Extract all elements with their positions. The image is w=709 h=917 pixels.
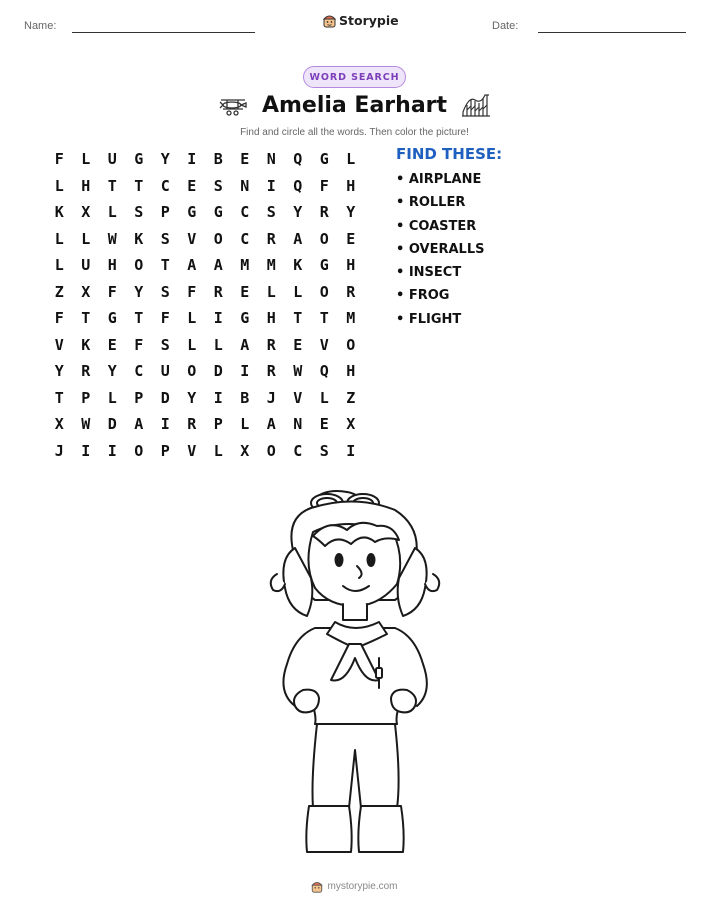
grid-letter[interactable]: W: [293, 362, 303, 381]
grid-letter[interactable]: I: [240, 362, 250, 381]
grid-letter[interactable]: N: [240, 176, 250, 195]
grid-letter[interactable]: X: [54, 415, 64, 434]
grid-letter[interactable]: S: [319, 441, 329, 460]
grid-letter[interactable]: Q: [293, 176, 303, 195]
grid-letter[interactable]: D: [107, 415, 117, 434]
grid-letter[interactable]: E: [319, 415, 329, 434]
find-these-heading: FIND THESE:: [396, 145, 503, 163]
grid-letter[interactable]: V: [293, 388, 303, 407]
grid-letter[interactable]: I: [346, 441, 356, 460]
grid-letter[interactable]: P: [134, 388, 144, 407]
grid-row: [46, 411, 364, 438]
grid-letter[interactable]: S: [160, 229, 170, 248]
grid-letter[interactable]: W: [81, 415, 91, 434]
grid-letter[interactable]: O: [134, 256, 144, 275]
grid-letter[interactable]: E: [187, 176, 197, 195]
grid-letter[interactable]: O: [319, 282, 329, 301]
grid-letter[interactable]: G: [319, 150, 329, 169]
grid-letter[interactable]: U: [107, 150, 117, 169]
grid-letter[interactable]: M: [266, 256, 276, 275]
grid-letter[interactable]: R: [213, 282, 223, 301]
grid-letter[interactable]: X: [240, 441, 250, 460]
grid-row: [46, 146, 364, 173]
grid-letter[interactable]: C: [293, 441, 303, 460]
grid-letter[interactable]: H: [107, 256, 117, 275]
grid-row: [46, 305, 364, 332]
grid-letter[interactable]: Y: [346, 203, 356, 222]
grid-letter[interactable]: K: [81, 335, 91, 354]
grid-letter[interactable]: R: [346, 282, 356, 301]
grid-letter[interactable]: A: [266, 415, 276, 434]
grid-letter[interactable]: L: [81, 229, 91, 248]
grid-letter[interactable]: K: [54, 203, 64, 222]
grid-letter[interactable]: L: [81, 150, 91, 169]
grid-letter[interactable]: O: [319, 229, 329, 248]
grid-letter[interactable]: S: [134, 203, 144, 222]
grid-letter[interactable]: I: [107, 441, 117, 460]
grid-letter[interactable]: R: [187, 415, 197, 434]
grid-letter[interactable]: O: [134, 441, 144, 460]
grid-letter[interactable]: T: [319, 309, 329, 328]
grid-letter[interactable]: L: [107, 203, 117, 222]
grid-letter[interactable]: P: [81, 388, 91, 407]
grid-letter[interactable]: X: [346, 415, 356, 434]
grid-letter[interactable]: X: [81, 203, 91, 222]
grid-letter[interactable]: S: [213, 176, 223, 195]
grid-letter[interactable]: F: [319, 176, 329, 195]
grid-letter[interactable]: L: [54, 176, 64, 195]
word-list-item: • OVERALLS: [396, 241, 485, 257]
grid-letter[interactable]: P: [213, 415, 223, 434]
grid-letter[interactable]: T: [293, 309, 303, 328]
brand-name: Storypie: [339, 13, 399, 28]
grid-letter[interactable]: H: [346, 362, 356, 381]
grid-row: [46, 385, 364, 412]
word-list: [396, 172, 484, 335]
grid-letter[interactable]: L: [54, 229, 64, 248]
instructions: Find and circle all the words. Then color the picture!: [240, 127, 469, 138]
amelia-earhart-coloring-illustration: [255, 488, 455, 856]
date-label: Date:: [492, 20, 519, 32]
grid-letter[interactable]: N: [266, 150, 276, 169]
word-list-item: • AIRPLANE: [396, 172, 482, 187]
grid-letter[interactable]: Q: [319, 362, 329, 381]
grid-letter[interactable]: B: [213, 150, 223, 169]
grid-letter[interactable]: U: [160, 362, 170, 381]
footer-url[interactable]: mystorypie.com: [327, 881, 398, 892]
grid-row: [46, 358, 364, 385]
grid-letter[interactable]: X: [81, 282, 91, 301]
grid-letter[interactable]: O: [187, 362, 197, 381]
grid-letter[interactable]: S: [266, 203, 276, 222]
grid-letter[interactable]: T: [107, 176, 117, 195]
grid-letter[interactable]: V: [319, 335, 329, 354]
grid-letter[interactable]: Y: [107, 362, 117, 381]
grid-letter[interactable]: T: [160, 256, 170, 275]
grid-letter[interactable]: F: [134, 335, 144, 354]
grid-letter[interactable]: F: [54, 150, 64, 169]
grid-letter[interactable]: D: [160, 388, 170, 407]
grid-letter[interactable]: G: [213, 203, 223, 222]
grid-letter[interactable]: V: [187, 229, 197, 248]
grid-letter[interactable]: H: [81, 176, 91, 195]
word-list-item: • INSECT: [396, 265, 462, 281]
grid-letter[interactable]: R: [319, 203, 329, 222]
letter-grid: [46, 146, 364, 464]
grid-letter[interactable]: G: [240, 309, 250, 328]
grid-row: [46, 279, 364, 306]
grid-letter[interactable]: A: [187, 256, 197, 275]
footer: [0, 880, 709, 893]
grid-letter[interactable]: L: [187, 335, 197, 354]
grid-letter[interactable]: A: [240, 335, 250, 354]
grid-letter[interactable]: C: [240, 203, 250, 222]
grid-letter[interactable]: D: [213, 362, 223, 381]
grid-letter[interactable]: E: [346, 229, 356, 248]
grid-letter[interactable]: E: [293, 335, 303, 354]
grid-letter[interactable]: G: [134, 150, 144, 169]
grid-letter[interactable]: I: [187, 150, 197, 169]
grid-letter[interactable]: C: [240, 229, 250, 248]
grid-letter[interactable]: L: [346, 150, 356, 169]
grid-letter[interactable]: K: [134, 229, 144, 248]
grid-letter[interactable]: A: [293, 229, 303, 248]
grid-letter[interactable]: J: [54, 441, 64, 460]
grid-letter[interactable]: F: [160, 309, 170, 328]
grid-letter[interactable]: E: [240, 282, 250, 301]
date-line[interactable]: [538, 32, 686, 33]
grid-letter[interactable]: Y: [160, 150, 170, 169]
grid-letter[interactable]: R: [266, 335, 276, 354]
name-label: Name:: [24, 20, 57, 32]
grid-letter[interactable]: T: [134, 309, 144, 328]
grid-letter[interactable]: G: [319, 256, 329, 275]
grid-letter[interactable]: S: [160, 335, 170, 354]
grid-letter[interactable]: I: [81, 441, 91, 460]
grid-letter[interactable]: G: [107, 309, 117, 328]
grid-letter[interactable]: O: [266, 441, 276, 460]
grid-letter[interactable]: L: [54, 256, 64, 275]
grid-letter[interactable]: J: [266, 388, 276, 407]
grid-letter[interactable]: I: [213, 309, 223, 328]
grid-letter[interactable]: C: [160, 176, 170, 195]
grid-letter[interactable]: L: [319, 388, 329, 407]
grid-letter[interactable]: O: [213, 229, 223, 248]
storypie-logo-icon: [311, 880, 323, 893]
grid-letter[interactable]: T: [54, 388, 64, 407]
storypie-logo: [323, 13, 399, 28]
grid-letter[interactable]: Q: [293, 150, 303, 169]
grid-row: [46, 252, 364, 279]
grid-letter[interactable]: K: [293, 256, 303, 275]
grid-letter[interactable]: R: [266, 362, 276, 381]
title-row: [0, 92, 709, 118]
word-search-badge: WORD SEARCH: [303, 66, 406, 88]
grid-letter[interactable]: E: [107, 335, 117, 354]
grid-row: [46, 332, 364, 359]
grid-letter[interactable]: N: [293, 415, 303, 434]
grid-letter[interactable]: S: [160, 282, 170, 301]
name-line[interactable]: [72, 32, 255, 33]
grid-letter[interactable]: V: [187, 441, 197, 460]
word-list-item: • FROG: [396, 288, 450, 304]
grid-letter[interactable]: L: [240, 415, 250, 434]
grid-letter[interactable]: I: [213, 388, 223, 407]
grid-letter[interactable]: P: [160, 203, 170, 222]
grid-letter[interactable]: F: [187, 282, 197, 301]
grid-letter[interactable]: G: [187, 203, 197, 222]
roller-coaster-icon: [461, 92, 491, 118]
grid-letter[interactable]: L: [187, 309, 197, 328]
grid-letter[interactable]: H: [346, 256, 356, 275]
grid-letter[interactable]: Y: [54, 362, 64, 381]
grid-letter[interactable]: F: [107, 282, 117, 301]
grid-letter[interactable]: L: [107, 388, 117, 407]
grid-row: [46, 226, 364, 253]
page-title: Amelia Earhart: [261, 92, 448, 118]
grid-letter[interactable]: H: [346, 176, 356, 195]
grid-letter[interactable]: Y: [187, 388, 197, 407]
word-list-item: • COASTER: [396, 218, 477, 234]
grid-letter[interactable]: C: [134, 362, 144, 381]
grid-letter[interactable]: L: [266, 282, 276, 301]
biplane-icon: [218, 92, 248, 118]
grid-letter[interactable]: B: [240, 388, 250, 407]
grid-letter[interactable]: T: [134, 176, 144, 195]
grid-letter[interactable]: M: [346, 309, 356, 328]
grid-row: [46, 173, 364, 200]
storypie-logo-icon: [323, 13, 336, 28]
grid-letter[interactable]: Y: [293, 203, 303, 222]
grid-letter[interactable]: I: [266, 176, 276, 195]
grid-letter[interactable]: L: [293, 282, 303, 301]
grid-letter[interactable]: R: [81, 362, 91, 381]
grid-letter[interactable]: T: [81, 309, 91, 328]
grid-letter[interactable]: W: [107, 229, 117, 248]
grid-letter[interactable]: A: [134, 415, 144, 434]
grid-letter[interactable]: F: [54, 309, 64, 328]
grid-letter[interactable]: Z: [54, 282, 64, 301]
grid-letter[interactable]: L: [213, 441, 223, 460]
word-list-item: • ROLLER: [396, 195, 466, 211]
grid-letter[interactable]: V: [54, 335, 64, 354]
grid-letter[interactable]: R: [266, 229, 276, 248]
grid-letter[interactable]: L: [213, 335, 223, 354]
grid-letter[interactable]: A: [213, 256, 223, 275]
word-list-item: • FLIGHT: [396, 311, 462, 327]
grid-letter[interactable]: U: [81, 256, 91, 275]
grid-row: [46, 199, 364, 226]
grid-letter[interactable]: M: [240, 256, 250, 275]
grid-letter[interactable]: I: [160, 415, 170, 434]
grid-letter[interactable]: E: [240, 150, 250, 169]
grid-row: [46, 438, 364, 465]
grid-letter[interactable]: H: [266, 309, 276, 328]
grid-letter[interactable]: O: [346, 335, 356, 354]
grid-letter[interactable]: Z: [346, 388, 356, 407]
grid-letter[interactable]: P: [160, 441, 170, 460]
grid-letter[interactable]: Y: [134, 282, 144, 301]
